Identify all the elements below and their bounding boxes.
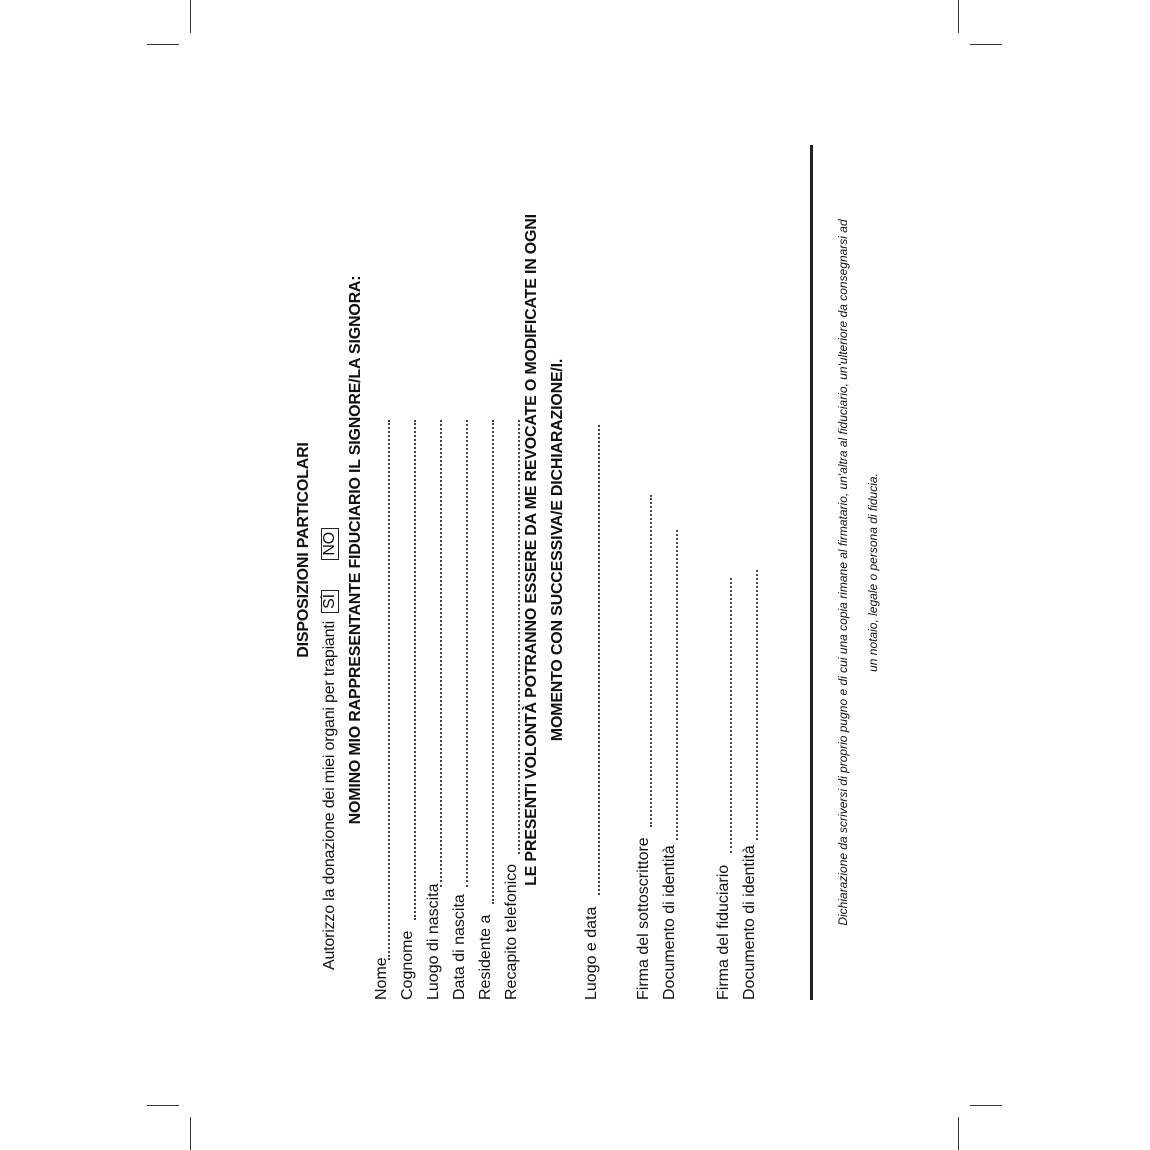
nomination-heading: NOMINO MIO RAPPRESENTANTE FIDUCIARIO IL SIGNORE/LA SIGNORA:: [347, 275, 364, 825]
field-label: Luogo e data: [583, 906, 600, 1000]
crop-mark: [190, 1117, 191, 1150]
place-date-field[interactable]: [583, 100, 605, 1000]
dotted-line: [756, 570, 758, 840]
crop-mark: [147, 1105, 179, 1106]
notice-line-1: LE PRESENTI VOLONTÀ POTRANNO ESSERE DA ME REVOCATE O MODIFICATE IN OGNI: [523, 214, 540, 886]
dotted-line: [440, 420, 442, 887]
page-title: DISPOSIZIONI PARTICOLARI: [295, 442, 312, 658]
birthdate-field[interactable]: [451, 100, 473, 1000]
no-checkbox[interactable]: NO: [321, 528, 339, 560]
crop-mark: [190, 0, 191, 33]
field-label: Documento di identità: [661, 845, 678, 1000]
field-label: Firma del fiduciario: [715, 864, 732, 1000]
surname-field[interactable]: [399, 100, 421, 1000]
dotted-line: [730, 578, 732, 853]
dotted-line: [414, 420, 416, 920]
dotted-line: [466, 420, 468, 887]
rotated-document: [295, 100, 775, 1000]
field-label: Luogo di nascita: [425, 883, 442, 1000]
notice-line-2: MOMENTO CON SUCCESSIVA/E DICHIARAZIONE/I.: [549, 358, 566, 742]
field-label: Recapito telefonico: [503, 863, 520, 1000]
phone-field[interactable]: [503, 100, 525, 1000]
yes-checkbox[interactable]: SÌ: [321, 590, 339, 613]
dotted-line: [388, 420, 390, 960]
signer-signature-field[interactable]: [635, 100, 657, 1000]
field-label: Documento di identità: [741, 845, 758, 1000]
trustee-signature-field[interactable]: [715, 100, 737, 1000]
field-label: Nome: [373, 957, 390, 1000]
dotted-line: [598, 425, 600, 895]
birthplace-field[interactable]: [425, 100, 447, 1000]
field-label: Firma del sottoscrittore: [635, 837, 652, 1000]
dotted-line: [518, 420, 520, 854]
document-sheet: [295, 100, 775, 1000]
field-label: Residente a: [477, 914, 494, 1000]
dotted-line: [492, 420, 494, 904]
dotted-line: [676, 530, 678, 840]
footer-block: [810, 145, 890, 1000]
crop-mark: [958, 0, 959, 33]
footer-rule: [810, 145, 813, 1000]
crop-mark: [970, 44, 1002, 45]
dotted-line: [650, 495, 652, 827]
crop-mark: [147, 44, 179, 45]
field-label: Data di nascita: [451, 894, 468, 1000]
footnote-line-2: un notaio, legale o persona di fiducia.: [866, 473, 880, 672]
name-field[interactable]: [373, 100, 395, 1000]
donation-question: Autorizzo la donazione dei miei organi per trapianti: [321, 621, 338, 970]
trustee-document-field[interactable]: [741, 100, 763, 1000]
crop-mark: [970, 1105, 1002, 1106]
footnote-line-1: Dichiarazione da scriversi di proprio pugno e di cui una copia rimane al firmatario, un'altra al fiduciario, un'ulteriore da consegnarsi ad: [836, 219, 850, 926]
crop-mark: [958, 1117, 959, 1150]
residence-field[interactable]: [477, 100, 499, 1000]
signer-document-field[interactable]: [661, 100, 683, 1000]
field-label: Cognome: [399, 930, 416, 1000]
donation-row: [321, 524, 339, 970]
